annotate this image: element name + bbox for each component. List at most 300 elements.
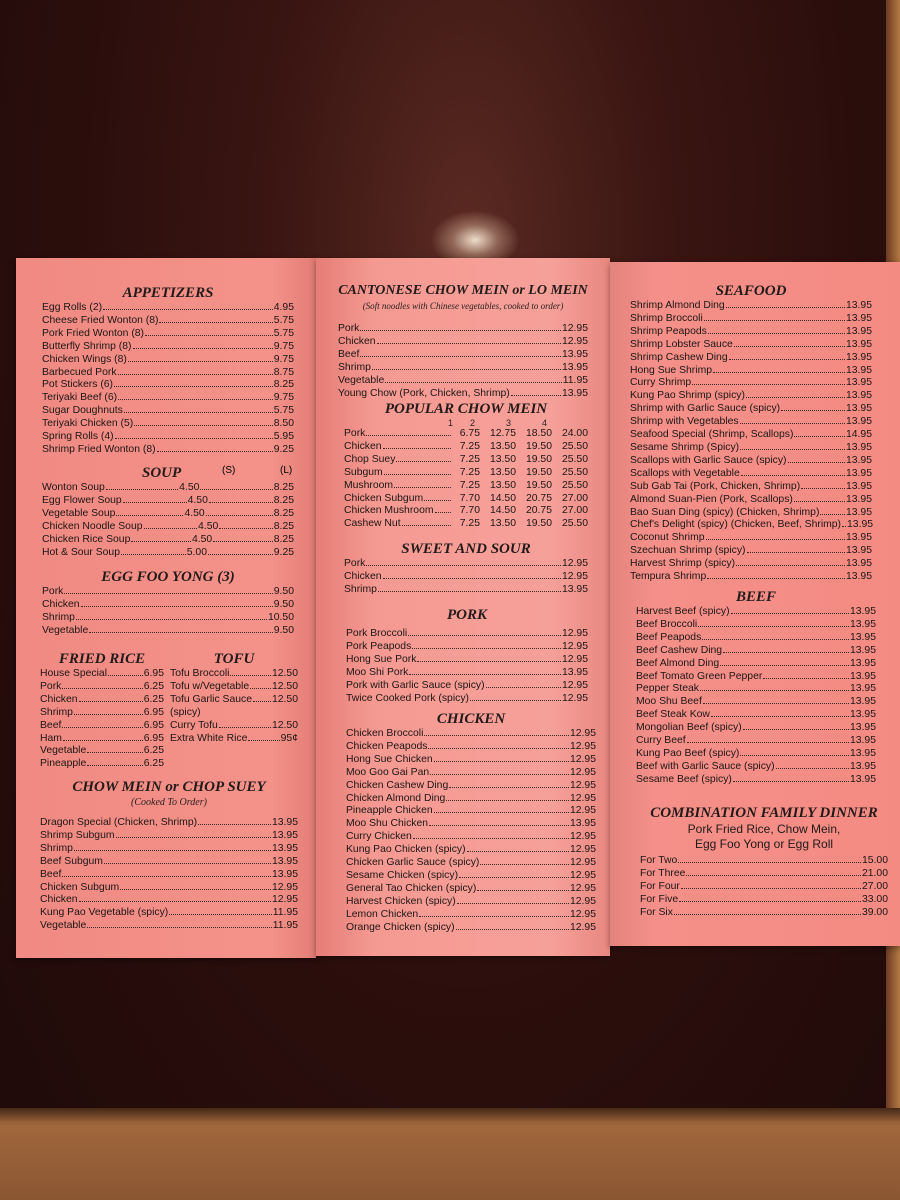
menu-item: [346, 641, 588, 654]
menu-item: [630, 558, 872, 571]
dot-leader: [103, 309, 273, 310]
item-price: 13.95: [561, 361, 588, 373]
dot-leader: [417, 661, 561, 662]
item-price: 18.50: [525, 428, 552, 439]
section-fried-rice: [40, 650, 164, 771]
column-headers: [344, 418, 588, 428]
item-price: 12.95: [561, 679, 588, 691]
dot-leader: [707, 578, 845, 579]
menu-item: [630, 532, 872, 545]
menu-item: [40, 733, 164, 746]
item-price: 12.95: [561, 323, 588, 334]
menu-item: [170, 707, 298, 720]
menu-item: [40, 758, 164, 771]
item-name: Shrimp Fried Wonton (8): [42, 443, 156, 455]
item-name: Shrimp: [40, 706, 73, 718]
dot-leader: [711, 716, 849, 717]
item-name: Chicken: [344, 570, 382, 582]
item-price: 12.95: [569, 857, 596, 869]
item-price: 9.50: [273, 598, 294, 610]
dot-leader: [731, 613, 849, 614]
item-price: 19.50: [525, 479, 552, 491]
section-tofu: [170, 650, 298, 745]
item-name: Shrimp Lobster Sauce: [630, 338, 733, 350]
menu-item: [346, 654, 588, 667]
item-price: 13.95: [271, 868, 298, 880]
dot-leader: [687, 742, 849, 743]
item-name: Sesame Beef (spicy): [636, 773, 732, 785]
item-price: 13.95: [849, 735, 876, 747]
menu-item: [40, 745, 164, 758]
menu-panel-middle: [316, 258, 610, 956]
dot-leader: [776, 768, 849, 769]
dot-leader: [704, 320, 845, 321]
item-price: 7.25: [459, 453, 480, 465]
item-name: Chicken Subgum: [344, 492, 424, 504]
item-name: Ham: [40, 732, 62, 744]
item-name: Moo Goo Gai Pan: [346, 766, 430, 778]
item-name: Harvest Beef (spicy): [636, 606, 730, 617]
section-title: SOUP: [142, 465, 182, 481]
item-price: 13.95: [271, 842, 298, 854]
menu-item: [636, 722, 876, 735]
dot-leader: [118, 399, 273, 400]
dot-leader: [114, 386, 273, 387]
item-name: Pork Fried Wonton (8): [42, 327, 145, 339]
section-soup: [42, 464, 294, 559]
item-price: 19.50: [525, 466, 552, 478]
item-price: 11.95: [562, 374, 588, 386]
dot-leader: [424, 735, 569, 736]
dot-leader: [402, 525, 451, 526]
item-price: 13.95: [849, 606, 876, 617]
item-price: 7.25: [459, 440, 480, 452]
menu-item: [636, 696, 876, 709]
menu-item: [42, 625, 294, 638]
item-price: 7.25: [459, 479, 480, 491]
item-price: 14.50: [489, 505, 516, 517]
menu-item: [42, 354, 294, 367]
item-price: 12.95: [561, 653, 588, 665]
item-name: Harvest Shrimp (spicy): [630, 558, 736, 570]
menu-item: [346, 844, 596, 857]
menu-panel-right: [610, 262, 900, 946]
dot-leader: [435, 512, 451, 513]
menu-item: [40, 720, 164, 733]
dot-leader: [467, 851, 569, 852]
dot-leader: [686, 875, 861, 876]
section-pork: [346, 606, 588, 705]
item-price: 6.25: [143, 758, 164, 770]
item-price: 13.95: [845, 416, 872, 428]
item-name: Beef: [40, 719, 62, 731]
item-price: 13.95: [849, 618, 876, 630]
dot-leader: [781, 410, 845, 411]
item-name: Pork Peapods: [346, 640, 412, 652]
item-price: 12.95: [569, 908, 596, 920]
item-name: Vegetable: [42, 624, 89, 636]
item-price: 13.95: [845, 454, 872, 466]
menu-item: [346, 767, 596, 780]
dot-leader: [703, 703, 849, 704]
item-name: Teriyaki Chicken (5): [42, 418, 134, 430]
item-price: 13.95: [845, 403, 872, 415]
dot-leader: [408, 635, 561, 636]
section-combination: [640, 804, 888, 920]
dot-leader: [820, 514, 845, 515]
dot-leader: [729, 359, 845, 360]
menu-item: [42, 521, 294, 534]
menu-item: [40, 894, 298, 907]
item-name: Pork: [40, 680, 62, 692]
item-name: Pork with Garlic Sauce (spicy): [346, 679, 485, 691]
item-name: Butterfly Shrimp (8): [42, 340, 132, 352]
item-price: 13.95: [845, 390, 872, 402]
dot-leader: [741, 475, 845, 476]
item-name: Subgum: [344, 466, 383, 478]
dot-leader: [681, 888, 861, 889]
menu-item: [636, 671, 876, 684]
dot-leader: [169, 914, 272, 915]
item-price: 14.50: [489, 492, 516, 504]
item-name: Cheese Fried Wonton (8): [42, 314, 159, 326]
item-price: 10.50: [267, 611, 294, 623]
item-price: 12.95: [569, 766, 596, 778]
item-list: [40, 668, 164, 771]
menu-item: [42, 599, 294, 612]
price-small: 5.00: [186, 546, 207, 558]
dot-leader: [366, 435, 451, 436]
dot-leader: [74, 850, 271, 851]
item-price: 11.95: [272, 920, 298, 932]
item-price: 13.95: [845, 364, 872, 376]
item-name: Chicken: [338, 335, 376, 347]
dot-leader: [250, 688, 271, 689]
dot-leader: [794, 501, 845, 502]
menu-item: [338, 388, 588, 401]
dot-leader: [79, 901, 271, 902]
item-price: 13.95: [849, 631, 876, 643]
item-name: Coconut Shrimp: [630, 532, 705, 544]
dot-leader: [486, 687, 561, 688]
item-name: Hong Sue Chicken: [346, 753, 433, 765]
dot-leader: [723, 652, 849, 653]
item-name: Egg Rolls (2): [42, 302, 103, 313]
item-price: 13.95: [569, 818, 596, 830]
menu-item: [344, 505, 588, 518]
item-name: Pork: [344, 558, 366, 569]
menu-item: [338, 362, 588, 375]
item-price: 6.25: [143, 693, 164, 705]
item-name: Chicken Wings (8): [42, 353, 127, 365]
dot-leader: [428, 748, 569, 749]
dot-leader: [692, 384, 845, 385]
item-name: Chicken: [344, 440, 382, 452]
price-small: 4.50: [191, 533, 213, 545]
item-price: 14.95: [845, 429, 872, 441]
section-sweet-sour: [344, 540, 588, 597]
section-title: COMBINATION FAMILY DINNER: [650, 805, 878, 821]
dot-leader: [419, 916, 569, 917]
dot-leader: [120, 889, 271, 890]
item-price: 25.50: [561, 453, 588, 465]
item-name: Chef's Delight (spicy) (Chicken, Beef, Shrimp): [630, 519, 842, 531]
item-price: 13.50: [489, 440, 516, 452]
item-price: 12.75: [489, 428, 516, 439]
item-name: Kung Pao Vegetable (spicy): [40, 907, 169, 919]
combo-description-line2: Egg Foo Yong or Egg Roll: [694, 837, 834, 851]
item-name: Cashew Nut: [344, 518, 401, 530]
dot-leader: [115, 438, 273, 439]
menu-item: [346, 922, 596, 935]
dot-leader: [743, 729, 849, 730]
menu-item: [346, 628, 588, 641]
menu-item: [170, 668, 298, 681]
menu-item: [636, 606, 876, 619]
item-name: Szechuan Shrimp (spicy): [630, 545, 746, 557]
item-price: 13.95: [849, 696, 876, 708]
dot-leader: [378, 591, 561, 592]
item-name: Shrimp with Garlic Sauce (spicy): [630, 403, 781, 415]
menu-item: [346, 754, 596, 767]
item-price: 13.95: [849, 773, 876, 785]
item-name: Mongolian Beef (spicy): [636, 722, 742, 734]
item-name: Orange Chicken (spicy): [346, 921, 455, 933]
dot-leader: [763, 678, 849, 679]
menu-item: [346, 780, 596, 793]
dot-leader: [145, 335, 273, 336]
dot-leader: [81, 606, 273, 607]
dot-leader: [366, 565, 561, 566]
item-price: 5.75: [273, 314, 294, 326]
menu-item: [42, 302, 294, 315]
menu-item: [636, 658, 876, 671]
menu-item: [42, 431, 294, 444]
dot-leader: [726, 307, 845, 308]
price-large: 9.25: [273, 546, 295, 558]
menu-item: [40, 668, 164, 681]
menu-item: [636, 748, 876, 761]
menu-item: [636, 619, 876, 632]
dot-leader: [123, 502, 187, 503]
dot-leader: [213, 541, 273, 542]
item-name: Chicken Cashew Ding: [346, 779, 449, 791]
menu-item: [636, 709, 876, 722]
dot-leader: [713, 372, 845, 373]
price-large: 8.25: [273, 533, 294, 545]
menu-item: [346, 728, 596, 741]
item-list: [338, 323, 588, 400]
menu-item: [42, 547, 294, 560]
menu-item: [42, 508, 294, 521]
item-list: [346, 728, 596, 935]
dot-leader: [678, 862, 861, 863]
item-name: Sub Gab Tai (Pork, Chicken, Shrimp): [630, 480, 801, 492]
item-name: Tofu w/Vegetable: [170, 680, 250, 692]
item-name: Sugar Doughnuts: [42, 405, 123, 417]
dot-leader: [63, 740, 143, 741]
item-price: 12.95: [561, 558, 588, 569]
item-name: For Four: [640, 880, 680, 892]
menu-item: [42, 444, 294, 457]
item-name: Kung Pao Beef (spicy): [636, 747, 740, 759]
item-price: 12.95: [569, 895, 596, 907]
item-name: Harvest Chicken (spicy): [346, 895, 456, 907]
menu-item: [630, 494, 872, 507]
item-price: 12.95: [271, 881, 298, 893]
price-small: 4.50: [198, 520, 219, 532]
dot-leader: [360, 356, 561, 357]
menu-item: [346, 693, 588, 706]
section-appetizers: [42, 284, 294, 457]
menu-item: [338, 375, 588, 388]
item-price: 13.95: [849, 722, 876, 734]
item-price: 6.95: [143, 706, 164, 718]
item-name: Chicken: [40, 693, 78, 705]
section-chow-mein-chop-suey: [40, 778, 298, 933]
item-price: 27.00: [561, 492, 588, 504]
dot-leader: [87, 752, 143, 753]
dot-leader: [104, 863, 271, 864]
item-name: Chicken: [40, 894, 78, 906]
item-name: Chicken Mushroom: [344, 505, 434, 517]
dot-leader: [144, 528, 198, 529]
item-price: 25.50: [561, 518, 588, 530]
item-price: 13.95: [849, 760, 876, 772]
dot-leader: [208, 554, 273, 555]
dot-leader: [116, 515, 183, 516]
item-price: 25.50: [561, 479, 588, 491]
menu-item: [346, 793, 596, 806]
menu-item: [630, 429, 872, 442]
item-price: 13.95: [845, 312, 872, 324]
section-subtitle: (Cooked To Order): [131, 797, 207, 808]
dot-leader: [394, 487, 451, 488]
menu-item: [630, 481, 872, 494]
item-price: 13.95: [845, 351, 872, 363]
dot-leader: [674, 914, 861, 915]
item-price: 13.95: [849, 683, 876, 695]
menu-item: [338, 323, 588, 336]
item-name: Twice Cooked Pork (spicy): [346, 692, 469, 704]
menu-item: [42, 418, 294, 431]
dot-leader: [62, 727, 142, 728]
dot-leader: [396, 461, 451, 462]
item-price: 9.50: [273, 624, 294, 636]
dot-leader: [62, 876, 271, 877]
item-price: 4.95: [273, 302, 294, 313]
menu-item: [630, 365, 872, 378]
dot-leader: [209, 502, 273, 503]
item-name: Moo Shi Pork: [346, 666, 409, 678]
item-name: Shrimp: [338, 361, 371, 373]
item-price: 13.95: [845, 480, 872, 492]
section-title: SEAFOOD: [715, 283, 787, 299]
section-beef: [636, 588, 876, 787]
item-price: 9.25: [273, 443, 294, 455]
item-price: 6.25: [143, 745, 164, 757]
menu-item: [630, 300, 872, 313]
item-price: 9.75: [273, 353, 294, 365]
item-name: Chicken Garlic Sauce (spicy): [346, 857, 480, 869]
item-price: 12.95: [561, 628, 588, 639]
menu-item: [630, 571, 872, 584]
item-price: 12.95: [569, 753, 596, 765]
section-title: TOFU: [213, 651, 255, 667]
menu-item: [630, 455, 872, 468]
menu-item: [42, 392, 294, 405]
item-name: Shrimp: [42, 611, 75, 623]
item-name: Hong Sue Shrimp: [630, 364, 713, 376]
menu-item: [40, 817, 298, 830]
item-price: 13.50: [489, 453, 516, 465]
item-price: 13.95: [849, 709, 876, 721]
item-name: Tofu Garlic Sauce: [170, 693, 253, 705]
section-title: CHICKEN: [436, 711, 506, 727]
item-price: 13.95: [845, 532, 872, 544]
item-price: 8.50: [273, 418, 294, 430]
item-name: Pineapple: [40, 758, 87, 770]
dot-leader: [360, 330, 561, 331]
item-price: 13.95: [845, 467, 872, 479]
item-list: [640, 855, 888, 920]
item-price: 39.00: [861, 906, 888, 918]
item-price: 13.95: [271, 829, 298, 841]
item-price: 13.95: [845, 441, 872, 453]
item-name: Young Chow (Pork, Chicken, Shrimp): [338, 387, 510, 399]
item-name: Pork Broccoli: [346, 628, 408, 639]
item-list: [344, 558, 588, 597]
dot-leader: [383, 578, 561, 579]
item-price: 12.95: [569, 728, 596, 739]
item-price: 6.25: [143, 680, 164, 692]
item-price: 13.95: [845, 300, 872, 311]
dot-leader: [159, 322, 272, 323]
item-price: 12.95: [569, 869, 596, 881]
item-name: Pineapple Chicken: [346, 805, 433, 817]
item-price: 19.50: [525, 518, 552, 530]
dot-leader: [377, 343, 561, 344]
section-egg-foo-yong: [42, 568, 294, 638]
item-price: 7.25: [459, 518, 480, 530]
menu-item: [630, 352, 872, 365]
item-price: 15.00: [861, 855, 888, 866]
item-price: 13.50: [489, 466, 516, 478]
menu-item: [630, 403, 872, 416]
menu-item: [640, 894, 888, 907]
menu-item: [630, 468, 872, 481]
item-name: Kung Pao Chicken (spicy): [346, 844, 466, 856]
dot-leader: [108, 675, 143, 676]
item-name: For Six: [640, 906, 673, 918]
menu-item: [40, 707, 164, 720]
item-name: Chicken Peapods: [346, 740, 428, 752]
item-name: Vegetable: [338, 374, 385, 386]
menu-item: [630, 390, 872, 403]
dot-leader: [424, 500, 451, 501]
item-price: 6.75: [459, 428, 480, 439]
item-price: 12.95: [569, 844, 596, 856]
menu-item: [346, 805, 596, 818]
menu-item: [344, 428, 588, 441]
item-price: 12.95: [561, 640, 588, 652]
item-name: Sesame Chicken (spicy): [346, 869, 459, 881]
dot-leader: [446, 800, 569, 801]
dot-leader: [385, 382, 562, 383]
item-price: 12.50: [271, 719, 298, 731]
item-price: 95¢: [280, 732, 298, 744]
item-name: (spicy): [170, 706, 201, 718]
